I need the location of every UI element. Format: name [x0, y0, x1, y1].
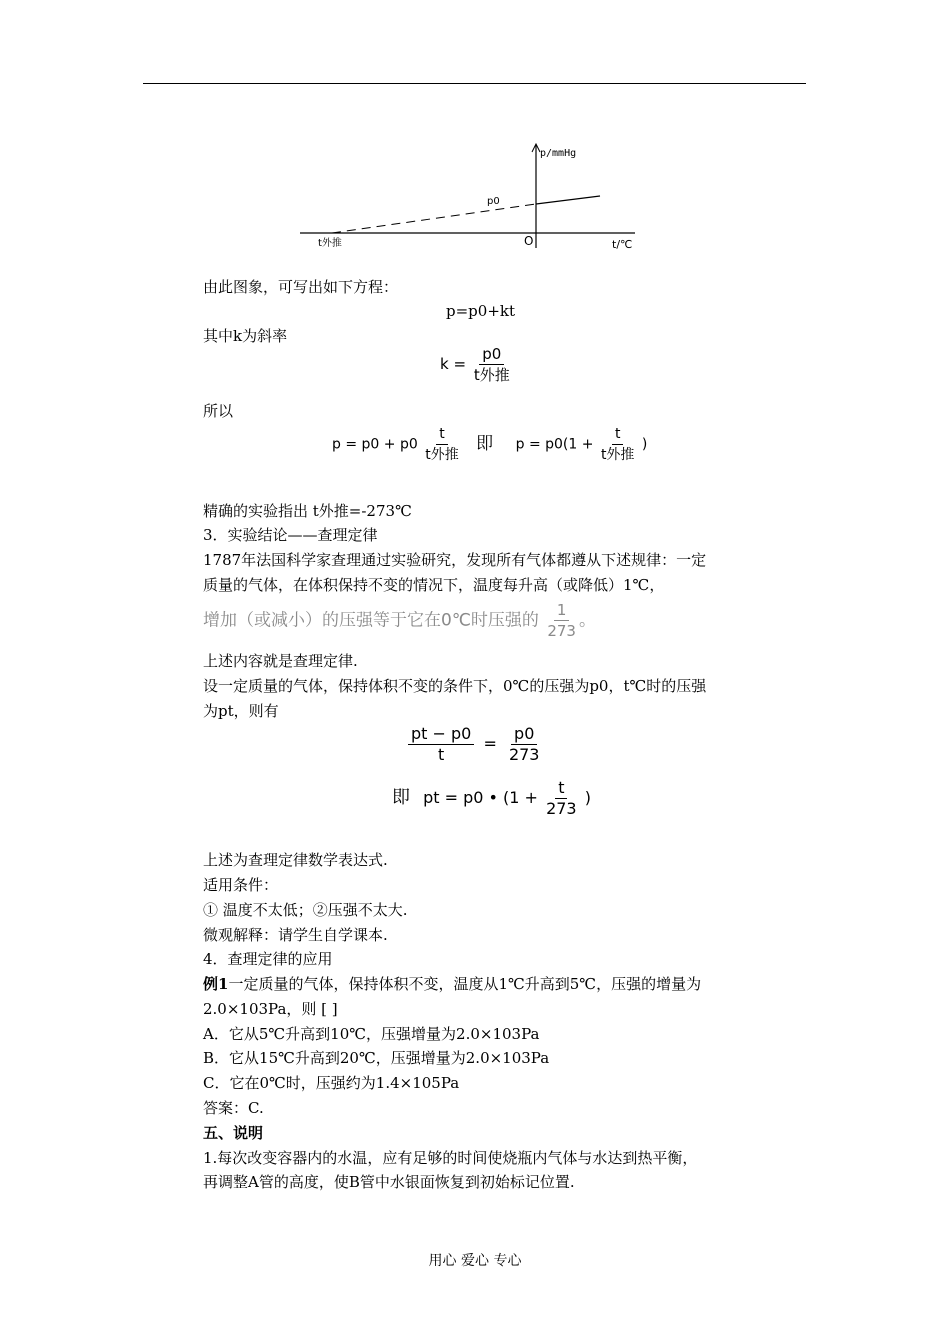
text-line: 适用条件：: [203, 876, 279, 894]
section-heading: 3．实验结论——查理定律: [203, 526, 378, 544]
header-rule: [143, 83, 806, 84]
origin-label: O: [524, 234, 534, 248]
text-line: 所以: [203, 402, 234, 420]
extrapolated-line: [332, 204, 536, 233]
option-b: B．它从15℃升高到20℃，压强增量为2.0×103Pa: [203, 1049, 550, 1067]
text-line: 其中k为斜率: [203, 327, 288, 345]
equation-k: k = $\frac{p0}{\text{t外推}}$: [440, 345, 510, 384]
text-line: 1787年法国科学家查理通过实验研究，发现所有气体都遵从下述规律：一定: [203, 551, 707, 569]
measured-line: [536, 196, 600, 204]
text-line: ① 温度不太低；②压强不太大.: [203, 901, 408, 919]
text-line: 1.每次改变容器内的水温，应有足够的时间使烧瓶内气体与水达到热平衡，: [203, 1149, 698, 1167]
equation-pt: 即 pt = p0 • (1 + $\frac{t}{273}$ ): [392, 778, 591, 818]
text-line: 质量的气体，在体积保持不变的情况下，温度每升高（或降低）1℃，: [203, 576, 665, 594]
text-line: 2.0×103Pa，则 [ ]: [203, 1000, 338, 1018]
equation-p-expanded: p = p0 + p0 $\frac{t}{\text{t外推}}$ 即 p = p0(1 + $\frac{t}{\text{t外推}}$ ): [332, 426, 648, 463]
option-a: A．它从5℃升高到10℃，压强增量为2.0×103Pa: [203, 1025, 540, 1043]
option-c: C．它在0℃时，压强约为1.4×105Pa: [203, 1074, 460, 1092]
pt-graph: [290, 140, 650, 255]
p0-label: p0: [487, 196, 500, 207]
text-line: 设一定质量的气体，保持体积不变的条件下，0℃的压强为p0，t℃时的压强: [203, 677, 707, 695]
page-footer: 用心 爱心 专心: [428, 1253, 522, 1269]
section-heading: 五、说明: [203, 1124, 264, 1142]
text-line: 再调整A管的高度，使B管中水银面恢复到初始标记位置.: [203, 1173, 575, 1191]
y-axis-label: p/mmHg: [540, 148, 577, 159]
x-axis-label: t/℃: [612, 238, 633, 251]
t-extrap-label: t外推: [318, 238, 342, 249]
section-heading: 4．查理定律的应用: [203, 950, 333, 968]
equation-p: p=p0+kt: [446, 302, 516, 320]
charles-law-statement-image: 增加（或减小）的压强等于它在0℃时压强的 $\frac{1}{273}$ 。: [203, 601, 596, 640]
answer: 答案：C.: [203, 1099, 264, 1117]
text-line: 精确的实验指出 t外推=-273℃: [203, 502, 412, 520]
text-line: 微观解释：请学生自学课本.: [203, 926, 388, 944]
text-line: 上述为查理定律数学表达式.: [203, 851, 388, 869]
text-line: 为pt，则有: [203, 702, 279, 720]
example-question: 例1一定质量的气体，保持体积不变，温度从1℃升高到5℃，压强的增量为: [203, 975, 702, 993]
text-line: 上述内容就是查理定律.: [203, 652, 358, 670]
text-line: 由此图象，可写出如下方程：: [203, 278, 399, 296]
equation-pt-ratio: $\frac{pt - p0}{t}$ = $\frac{p0}{273}$: [408, 724, 542, 765]
